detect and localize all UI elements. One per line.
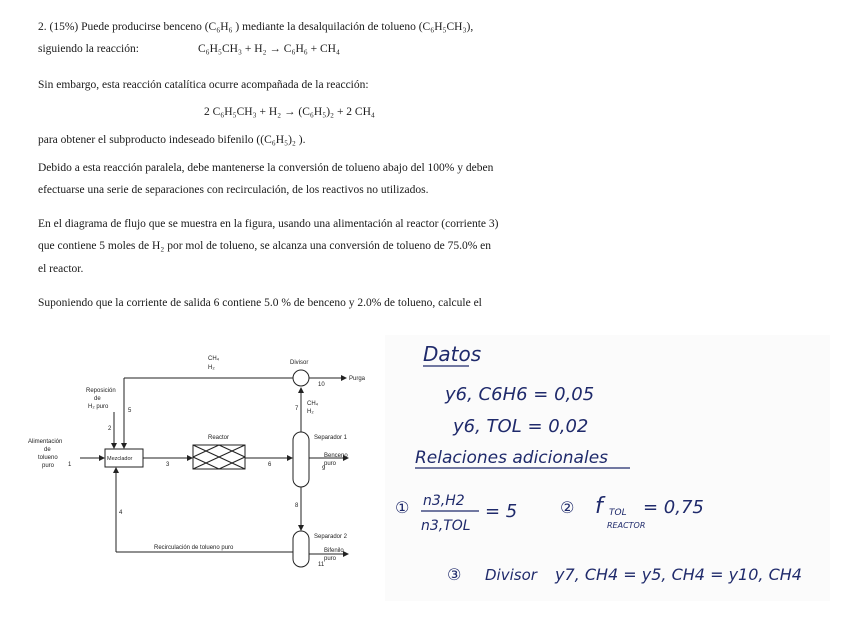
separator-1-vessel	[293, 432, 309, 487]
stream-number-1: 1	[68, 462, 72, 468]
label-alimentacion-2: de	[44, 447, 51, 453]
reaction-main: C₆H₅CH₃ + H₂ → C₆H₆ + CH₄	[198, 43, 340, 55]
notes-title: Datos	[423, 342, 482, 366]
label-stream7-h2: H₂	[307, 409, 314, 415]
process-flow-diagram	[28, 342, 378, 582]
label-divisor: Divisor	[290, 360, 309, 366]
stream-number-10: 10	[318, 382, 325, 388]
stream-number-8: 8	[295, 503, 299, 509]
relation-1-marker: ①	[395, 498, 410, 517]
problem-line-6: efectuarse una serie de separaciones con recirculación, de los reactivos no utilizados.	[38, 184, 429, 196]
problem-line-10: Suponiendo que la corriente de salida 6 contiene 5.0 % de benceno y 2.0% de tolueno, calcule el	[38, 297, 482, 309]
stream-number-3: 3	[166, 462, 170, 468]
problem-line-4: para obtener el subproducto indeseado bifenilo ((C₆H₅)₂ ).	[38, 134, 306, 146]
stream-number-5: 5	[128, 408, 132, 414]
label-benceno-1: Benceno	[324, 453, 348, 459]
relation-2-sub-reactor: REACTOR	[607, 521, 646, 530]
label-h2: H₂	[208, 365, 215, 371]
relation-3-marker: ③	[447, 565, 462, 584]
separator-2-vessel	[293, 531, 309, 567]
relation-2-value: = 0,75	[643, 497, 704, 518]
problem-line-2: siguiendo la reacción:	[38, 43, 139, 55]
relation-1-numerator: n3,H2	[423, 493, 465, 509]
label-alimentacion-3: tolueno	[38, 455, 58, 461]
label-reactor: Reactor	[208, 435, 230, 441]
problem-line-1: 2. (15%) Puede producirse benceno (C₆H₆ ) mediante la desalquilación de tolueno (C₆H₅CH₃),	[38, 21, 474, 33]
stream-number-9: 9	[322, 466, 326, 472]
label-bifenilo-1: Bifenilo	[324, 548, 344, 554]
label-separador-1: Separador 1	[314, 435, 348, 441]
divisor-circle	[293, 370, 309, 386]
relations-heading: Relaciones adicionales	[415, 448, 609, 468]
problem-line-5: Debido a esta reacción paralela, debe mantenerse la conversión de tolueno abajo del 100% y deben	[38, 162, 494, 174]
relation-2-f: f	[595, 494, 603, 519]
label-reposicion-3: H₂ puro	[88, 404, 109, 410]
reaction-side: 2 C₆H₅CH₃ + H₂ → (C₆H₅)₂ + 2 CH₄	[204, 106, 375, 118]
stream-number-4: 4	[119, 510, 123, 516]
label-mezclador: Mezclador	[107, 456, 133, 462]
label-purga: Purga	[349, 376, 366, 382]
relation-1-denominator: n3,TOL	[421, 518, 471, 534]
label-reposicion-2: de	[94, 396, 101, 402]
relation-3-equation: y7, CH4 = y5, CH4 = y10, CH4	[555, 565, 802, 584]
label-alimentacion-4: puro	[42, 463, 55, 469]
relation-3-divisor: Divisor	[485, 566, 537, 584]
label-separador-2: Separador 2	[314, 534, 348, 540]
label-stream7-ch4: CH₄	[307, 401, 319, 407]
label-benceno-2: puro	[324, 461, 337, 467]
problem-line-9: el reactor.	[38, 263, 84, 275]
stream-number-6: 6	[268, 462, 272, 468]
relation-1-value: = 5	[485, 501, 518, 522]
stream-number-2: 2	[108, 426, 112, 432]
label-bifenilo-2: puro	[324, 556, 337, 562]
label-reposicion-1: Reposición	[86, 388, 116, 394]
data-y6-toluene: y6, TOL = 0,02	[453, 416, 589, 437]
relation-2-sub: TOL	[609, 508, 627, 518]
label-recirculacion: Recirculación de tolueno puro	[154, 545, 234, 551]
stream-number-11: 11	[318, 562, 325, 568]
label-ch4: CH₄	[208, 356, 220, 362]
stream-number-7: 7	[295, 406, 299, 412]
problem-line-8: que contiene 5 moles de H₂ por mol de tolueno, se alcanza una conversión de tolueno de 75.0% en	[38, 240, 492, 252]
relation-2-marker: ②	[560, 498, 575, 517]
label-alimentacion-1: Alimentación	[28, 439, 63, 445]
data-y6-benzene: y6, C6H6 = 0,05	[445, 384, 595, 405]
problem-line-7: En el diagrama de flujo que se muestra en la figura, usando una alimentación al reactor (corriente 3)	[38, 218, 499, 230]
problem-line-3: Sin embargo, esta reacción catalítica ocurre acompañada de la reacción:	[38, 79, 369, 91]
handwritten-notes	[385, 335, 830, 601]
